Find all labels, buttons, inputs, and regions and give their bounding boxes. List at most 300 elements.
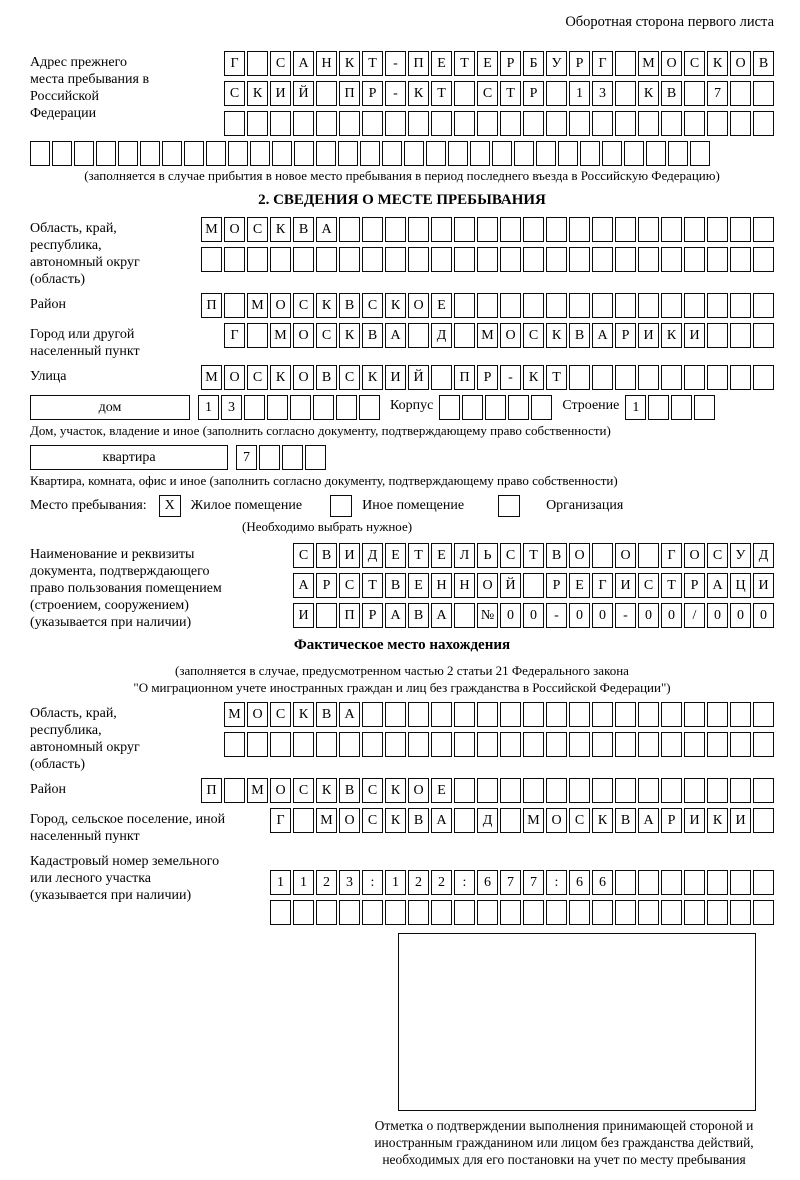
char-cell[interactable] [558, 141, 578, 166]
char-cell[interactable]: А [293, 51, 314, 76]
char-cell[interactable] [74, 141, 94, 166]
char-cell[interactable]: О [270, 778, 291, 803]
char-cell[interactable]: Л [454, 543, 475, 568]
char-cell[interactable] [684, 217, 705, 242]
char-cell[interactable]: Р [661, 808, 682, 833]
char-cell[interactable]: О [293, 365, 314, 390]
char-cell[interactable] [569, 217, 590, 242]
char-cell[interactable] [707, 111, 728, 136]
char-cell[interactable]: С [270, 51, 291, 76]
char-cell[interactable] [668, 141, 688, 166]
char-cell[interactable] [730, 323, 751, 348]
char-cell[interactable] [477, 900, 498, 925]
char-cell[interactable]: К [408, 81, 429, 106]
char-cell[interactable] [492, 141, 512, 166]
char-cell[interactable] [454, 900, 475, 925]
char-cell[interactable]: 1 [270, 870, 291, 895]
char-cell[interactable]: О [270, 293, 291, 318]
char-cell[interactable] [602, 141, 622, 166]
char-cell[interactable]: Т [546, 365, 567, 390]
char-cell[interactable]: А [431, 603, 452, 628]
char-cell[interactable] [339, 217, 360, 242]
char-cell[interactable]: В [339, 293, 360, 318]
char-cell[interactable] [385, 900, 406, 925]
char-cell[interactable]: Е [431, 51, 452, 76]
char-cell[interactable]: С [362, 293, 383, 318]
char-cell[interactable] [224, 293, 245, 318]
char-cell[interactable] [615, 51, 636, 76]
char-cell[interactable]: У [730, 543, 751, 568]
char-cell[interactable] [753, 870, 774, 895]
char-cell[interactable] [753, 293, 774, 318]
char-cell[interactable] [753, 81, 774, 106]
char-cell[interactable]: 2 [431, 870, 452, 895]
char-cell[interactable]: К [638, 81, 659, 106]
char-cell[interactable] [293, 111, 314, 136]
char-cell[interactable] [500, 808, 521, 833]
char-cell[interactable] [569, 111, 590, 136]
char-cell[interactable]: Р [523, 81, 544, 106]
char-cell[interactable]: К [385, 808, 406, 833]
char-cell[interactable] [730, 365, 751, 390]
char-cell[interactable] [385, 217, 406, 242]
char-cell[interactable] [360, 141, 380, 166]
char-cell[interactable]: Т [408, 543, 429, 568]
char-cell[interactable]: 1 [198, 395, 219, 420]
char-cell[interactable] [661, 778, 682, 803]
char-cell[interactable] [404, 141, 424, 166]
char-cell[interactable]: В [339, 778, 360, 803]
char-cell[interactable]: К [247, 81, 268, 106]
char-cell[interactable]: Е [385, 543, 406, 568]
char-cell[interactable] [707, 778, 728, 803]
char-cell[interactable] [615, 81, 636, 106]
char-cell[interactable] [638, 870, 659, 895]
char-cell[interactable]: И [339, 543, 360, 568]
char-cell[interactable]: 0 [707, 603, 728, 628]
char-cell[interactable]: К [385, 293, 406, 318]
char-cell[interactable] [615, 365, 636, 390]
char-cell[interactable] [546, 81, 567, 106]
char-cell[interactable]: М [247, 778, 268, 803]
char-cell[interactable] [454, 603, 475, 628]
char-cell[interactable]: О [224, 217, 245, 242]
char-cell[interactable]: О [615, 543, 636, 568]
char-cell[interactable]: О [500, 323, 521, 348]
char-cell[interactable] [523, 217, 544, 242]
char-cell[interactable]: В [753, 51, 774, 76]
char-cell[interactable] [615, 732, 636, 757]
char-cell[interactable]: - [546, 603, 567, 628]
char-cell[interactable]: В [546, 543, 567, 568]
char-cell[interactable] [523, 293, 544, 318]
char-cell[interactable]: И [730, 808, 751, 833]
char-cell[interactable] [270, 247, 291, 272]
char-cell[interactable]: 7 [236, 445, 257, 470]
char-cell[interactable]: Н [431, 573, 452, 598]
char-cell[interactable]: С [293, 293, 314, 318]
char-cell[interactable] [569, 293, 590, 318]
char-cell[interactable] [431, 365, 452, 390]
char-cell[interactable] [247, 247, 268, 272]
char-cell[interactable]: 0 [753, 603, 774, 628]
char-cell[interactable] [485, 395, 506, 420]
char-cell[interactable]: К [339, 51, 360, 76]
char-cell[interactable] [546, 778, 567, 803]
char-cell[interactable] [362, 247, 383, 272]
char-cell[interactable]: : [362, 870, 383, 895]
char-cell[interactable] [408, 217, 429, 242]
char-cell[interactable]: - [385, 51, 406, 76]
char-cell[interactable] [684, 111, 705, 136]
char-cell[interactable] [514, 141, 534, 166]
char-cell[interactable] [385, 247, 406, 272]
char-cell[interactable] [615, 900, 636, 925]
char-cell[interactable] [730, 702, 751, 727]
char-cell[interactable]: - [385, 81, 406, 106]
char-cell[interactable] [247, 732, 268, 757]
char-cell[interactable] [454, 217, 475, 242]
char-cell[interactable]: У [546, 51, 567, 76]
char-cell[interactable] [569, 702, 590, 727]
char-cell[interactable] [500, 702, 521, 727]
char-cell[interactable] [316, 603, 337, 628]
char-cell[interactable] [30, 141, 50, 166]
char-cell[interactable] [730, 870, 751, 895]
char-cell[interactable] [408, 900, 429, 925]
char-cell[interactable] [730, 247, 751, 272]
char-cell[interactable]: 1 [569, 81, 590, 106]
char-cell[interactable] [454, 732, 475, 757]
char-cell[interactable]: К [316, 293, 337, 318]
char-cell[interactable] [224, 111, 245, 136]
char-cell[interactable]: : [546, 870, 567, 895]
char-cell[interactable] [140, 141, 160, 166]
char-cell[interactable]: П [201, 778, 222, 803]
char-cell[interactable] [224, 732, 245, 757]
char-cell[interactable]: 0 [523, 603, 544, 628]
char-cell[interactable] [671, 395, 692, 420]
char-cell[interactable] [615, 778, 636, 803]
char-cell[interactable] [624, 141, 644, 166]
char-cell[interactable]: А [385, 323, 406, 348]
char-cell[interactable] [531, 395, 552, 420]
char-cell[interactable]: М [224, 702, 245, 727]
char-cell[interactable] [431, 732, 452, 757]
char-cell[interactable] [431, 702, 452, 727]
char-cell[interactable]: 0 [730, 603, 751, 628]
stamp-box[interactable] [398, 933, 756, 1111]
char-cell[interactable]: В [316, 365, 337, 390]
char-cell[interactable] [385, 702, 406, 727]
char-cell[interactable]: С [477, 81, 498, 106]
char-cell[interactable]: 0 [500, 603, 521, 628]
char-cell[interactable] [431, 111, 452, 136]
char-cell[interactable] [316, 247, 337, 272]
char-cell[interactable] [316, 900, 337, 925]
char-cell[interactable] [523, 111, 544, 136]
char-cell[interactable] [224, 247, 245, 272]
char-cell[interactable]: Ь [477, 543, 498, 568]
char-cell[interactable] [753, 900, 774, 925]
char-cell[interactable] [294, 141, 314, 166]
char-cell[interactable]: Р [316, 573, 337, 598]
char-cell[interactable]: М [201, 365, 222, 390]
char-cell[interactable]: 6 [592, 870, 613, 895]
char-cell[interactable] [359, 395, 380, 420]
char-cell[interactable] [638, 543, 659, 568]
apartment-type-box[interactable]: квартира [30, 445, 228, 470]
char-cell[interactable] [382, 141, 402, 166]
char-cell[interactable]: С [247, 365, 268, 390]
char-cell[interactable]: К [707, 808, 728, 833]
char-cell[interactable] [638, 732, 659, 757]
char-cell[interactable]: Н [454, 573, 475, 598]
char-cell[interactable]: К [592, 808, 613, 833]
char-cell[interactable]: П [408, 51, 429, 76]
char-cell[interactable] [500, 111, 521, 136]
char-cell[interactable] [580, 141, 600, 166]
char-cell[interactable] [661, 900, 682, 925]
char-cell[interactable] [362, 702, 383, 727]
char-cell[interactable]: П [454, 365, 475, 390]
char-cell[interactable] [615, 870, 636, 895]
char-cell[interactable]: 0 [661, 603, 682, 628]
char-cell[interactable] [592, 111, 613, 136]
char-cell[interactable]: Е [431, 778, 452, 803]
char-cell[interactable] [426, 141, 446, 166]
char-cell[interactable] [615, 111, 636, 136]
char-cell[interactable]: И [753, 573, 774, 598]
char-cell[interactable] [592, 732, 613, 757]
char-cell[interactable]: О [247, 702, 268, 727]
char-cell[interactable] [316, 141, 336, 166]
char-cell[interactable] [753, 778, 774, 803]
char-cell[interactable]: 7 [707, 81, 728, 106]
char-cell[interactable] [305, 445, 326, 470]
char-cell[interactable] [707, 323, 728, 348]
char-cell[interactable]: А [707, 573, 728, 598]
char-cell[interactable] [224, 778, 245, 803]
char-cell[interactable] [569, 900, 590, 925]
char-cell[interactable]: Е [477, 51, 498, 76]
char-cell[interactable] [477, 111, 498, 136]
char-cell[interactable]: 1 [385, 870, 406, 895]
char-cell[interactable]: 6 [569, 870, 590, 895]
char-cell[interactable]: М [247, 293, 268, 318]
char-cell[interactable] [730, 111, 751, 136]
char-cell[interactable] [730, 293, 751, 318]
char-cell[interactable]: П [339, 603, 360, 628]
char-cell[interactable] [477, 217, 498, 242]
char-cell[interactable]: Р [569, 51, 590, 76]
char-cell[interactable]: С [339, 573, 360, 598]
char-cell[interactable]: Б [523, 51, 544, 76]
char-cell[interactable] [339, 247, 360, 272]
char-cell[interactable]: 7 [500, 870, 521, 895]
char-cell[interactable] [661, 217, 682, 242]
char-cell[interactable] [753, 111, 774, 136]
char-cell[interactable]: / [684, 603, 705, 628]
char-cell[interactable]: Д [362, 543, 383, 568]
char-cell[interactable] [118, 141, 138, 166]
char-cell[interactable] [638, 111, 659, 136]
char-cell[interactable]: С [500, 543, 521, 568]
house-type-box[interactable]: дом [30, 395, 190, 420]
char-cell[interactable] [592, 293, 613, 318]
char-cell[interactable]: К [546, 323, 567, 348]
char-cell[interactable] [477, 778, 498, 803]
char-cell[interactable]: С [362, 778, 383, 803]
char-cell[interactable]: К [523, 365, 544, 390]
char-cell[interactable] [339, 900, 360, 925]
char-cell[interactable] [316, 111, 337, 136]
char-cell[interactable]: Т [500, 81, 521, 106]
char-cell[interactable] [290, 395, 311, 420]
char-cell[interactable] [638, 293, 659, 318]
char-cell[interactable] [661, 111, 682, 136]
char-cell[interactable]: В [316, 543, 337, 568]
char-cell[interactable] [500, 732, 521, 757]
char-cell[interactable] [462, 395, 483, 420]
char-cell[interactable]: С [270, 702, 291, 727]
char-cell[interactable] [707, 732, 728, 757]
char-cell[interactable] [470, 141, 490, 166]
char-cell[interactable] [707, 702, 728, 727]
char-cell[interactable] [615, 217, 636, 242]
char-cell[interactable]: О [661, 51, 682, 76]
char-cell[interactable]: А [431, 808, 452, 833]
char-cell[interactable]: И [270, 81, 291, 106]
char-cell[interactable]: Г [270, 808, 291, 833]
residential-checkbox[interactable]: X [159, 495, 181, 517]
char-cell[interactable]: Р [477, 365, 498, 390]
char-cell[interactable]: 0 [569, 603, 590, 628]
char-cell[interactable]: А [385, 603, 406, 628]
char-cell[interactable] [454, 293, 475, 318]
char-cell[interactable]: С [707, 543, 728, 568]
char-cell[interactable] [694, 395, 715, 420]
char-cell[interactable]: Г [224, 323, 245, 348]
char-cell[interactable] [293, 900, 314, 925]
char-cell[interactable]: О [730, 51, 751, 76]
char-cell[interactable] [615, 247, 636, 272]
char-cell[interactable] [270, 900, 291, 925]
char-cell[interactable]: С [638, 573, 659, 598]
char-cell[interactable]: Е [431, 543, 452, 568]
char-cell[interactable] [615, 293, 636, 318]
char-cell[interactable]: В [615, 808, 636, 833]
char-cell[interactable]: А [592, 323, 613, 348]
char-cell[interactable] [684, 778, 705, 803]
char-cell[interactable] [690, 141, 710, 166]
char-cell[interactable] [684, 247, 705, 272]
char-cell[interactable] [316, 81, 337, 106]
char-cell[interactable]: С [339, 365, 360, 390]
char-cell[interactable] [336, 395, 357, 420]
char-cell[interactable] [385, 111, 406, 136]
char-cell[interactable] [454, 247, 475, 272]
char-cell[interactable]: О [569, 543, 590, 568]
char-cell[interactable]: Д [753, 543, 774, 568]
char-cell[interactable]: И [638, 323, 659, 348]
char-cell[interactable] [569, 778, 590, 803]
char-cell[interactable] [684, 365, 705, 390]
char-cell[interactable] [638, 778, 659, 803]
char-cell[interactable] [454, 111, 475, 136]
char-cell[interactable]: К [316, 778, 337, 803]
char-cell[interactable]: 7 [523, 870, 544, 895]
char-cell[interactable] [206, 141, 226, 166]
char-cell[interactable]: Р [684, 573, 705, 598]
char-cell[interactable]: 0 [592, 603, 613, 628]
char-cell[interactable]: Т [661, 573, 682, 598]
char-cell[interactable] [162, 141, 182, 166]
char-cell[interactable] [730, 732, 751, 757]
char-cell[interactable] [730, 217, 751, 242]
char-cell[interactable] [362, 111, 383, 136]
char-cell[interactable] [244, 395, 265, 420]
char-cell[interactable]: Й [500, 573, 521, 598]
char-cell[interactable] [313, 395, 334, 420]
char-cell[interactable]: В [293, 217, 314, 242]
char-cell[interactable]: И [615, 573, 636, 598]
char-cell[interactable]: С [293, 543, 314, 568]
char-cell[interactable]: О [684, 543, 705, 568]
char-cell[interactable]: Д [431, 323, 452, 348]
char-cell[interactable] [661, 247, 682, 272]
char-cell[interactable]: В [661, 81, 682, 106]
char-cell[interactable] [753, 732, 774, 757]
char-cell[interactable]: М [638, 51, 659, 76]
char-cell[interactable] [500, 900, 521, 925]
char-cell[interactable] [52, 141, 72, 166]
char-cell[interactable]: Т [523, 543, 544, 568]
char-cell[interactable] [661, 732, 682, 757]
char-cell[interactable] [592, 778, 613, 803]
char-cell[interactable] [753, 808, 774, 833]
char-cell[interactable] [592, 900, 613, 925]
char-cell[interactable]: Р [362, 603, 383, 628]
char-cell[interactable] [247, 323, 268, 348]
char-cell[interactable]: А [316, 217, 337, 242]
char-cell[interactable] [592, 365, 613, 390]
char-cell[interactable]: Е [569, 573, 590, 598]
char-cell[interactable]: М [270, 323, 291, 348]
char-cell[interactable] [431, 900, 452, 925]
char-cell[interactable] [684, 870, 705, 895]
char-cell[interactable] [500, 293, 521, 318]
char-cell[interactable]: О [546, 808, 567, 833]
char-cell[interactable]: С [247, 217, 268, 242]
char-cell[interactable] [293, 808, 314, 833]
char-cell[interactable]: П [339, 81, 360, 106]
char-cell[interactable] [272, 141, 292, 166]
char-cell[interactable] [316, 732, 337, 757]
char-cell[interactable]: К [661, 323, 682, 348]
char-cell[interactable] [500, 217, 521, 242]
char-cell[interactable]: Н [316, 51, 337, 76]
char-cell[interactable]: С [316, 323, 337, 348]
char-cell[interactable] [707, 900, 728, 925]
char-cell[interactable] [546, 702, 567, 727]
char-cell[interactable]: М [477, 323, 498, 348]
char-cell[interactable]: К [339, 323, 360, 348]
char-cell[interactable]: 0 [638, 603, 659, 628]
char-cell[interactable]: С [569, 808, 590, 833]
char-cell[interactable] [615, 702, 636, 727]
char-cell[interactable] [439, 395, 460, 420]
